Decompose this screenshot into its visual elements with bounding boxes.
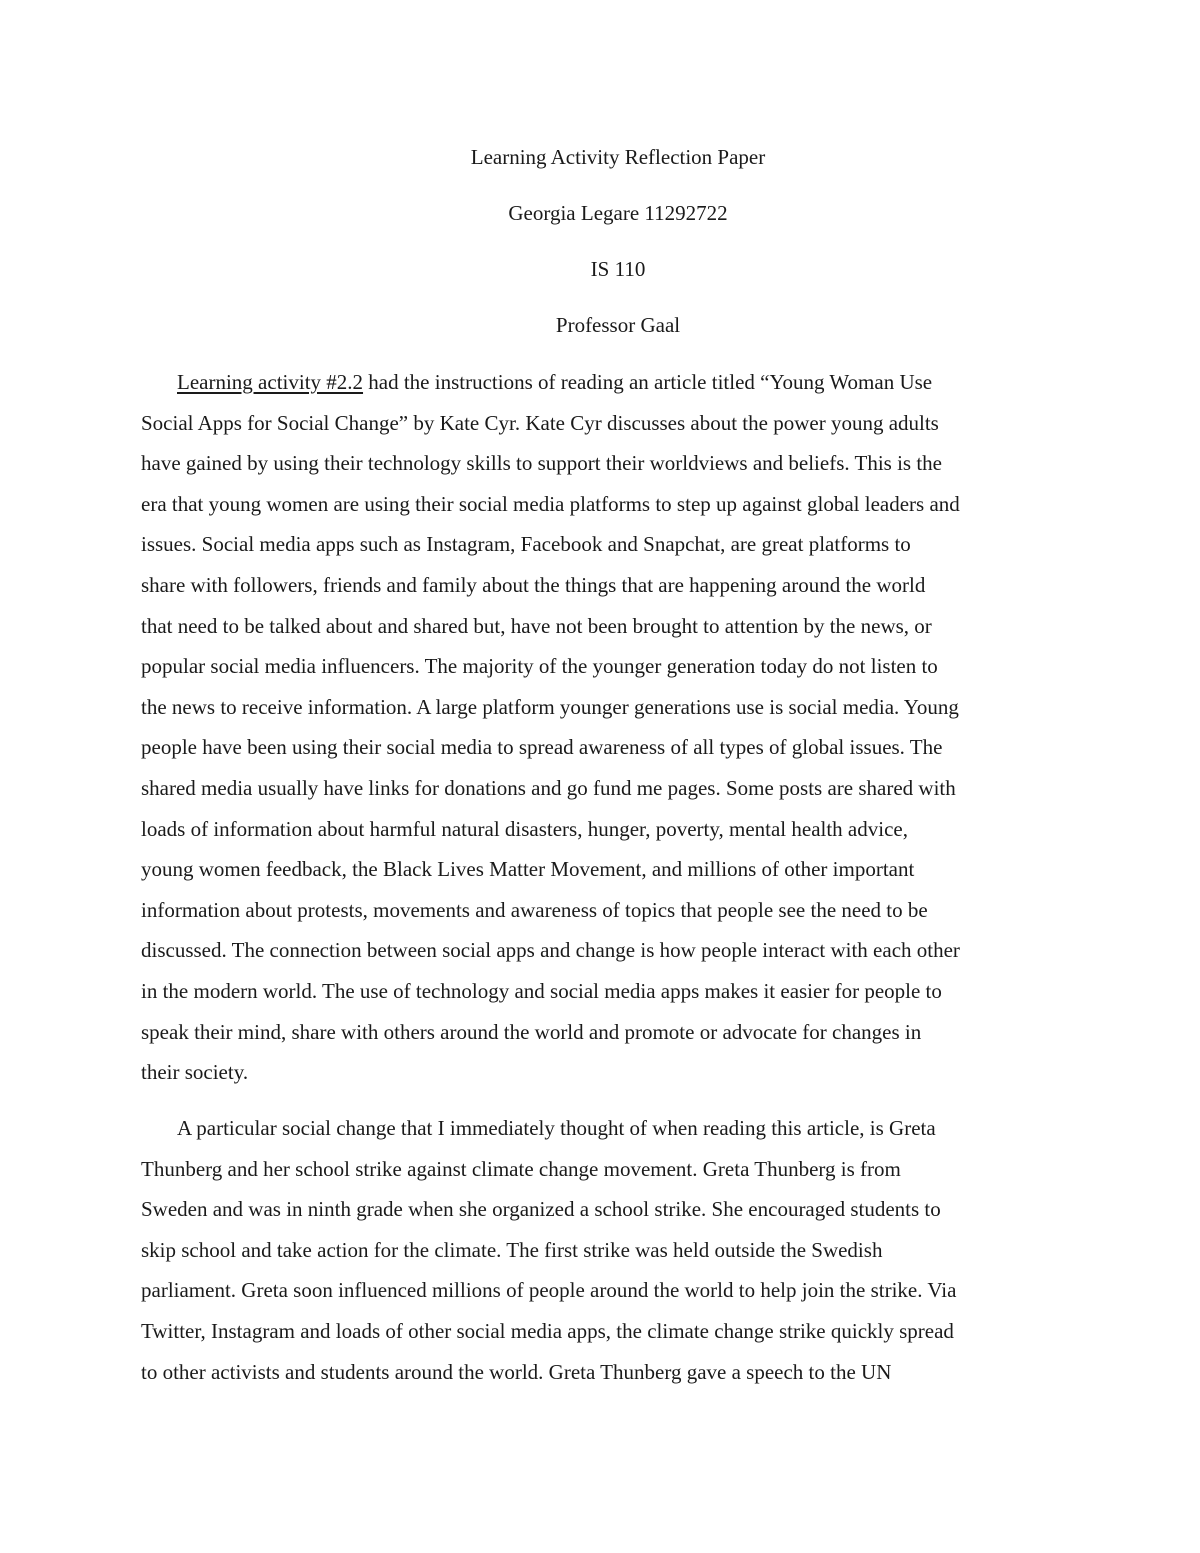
paragraph-line: popular social media influencers. The majority of the younger generation today do not listen to <box>141 654 938 679</box>
paragraph-line: in the modern world. The use of technology and social media apps makes it easier for people to <box>141 978 942 1003</box>
paragraph-line: that need to be talked about and shared but, have not been brought to attention by the news, or <box>141 613 932 638</box>
paragraph-line: have gained by using their technology skills to support their worldviews and beliefs. This is the <box>141 451 942 476</box>
paragraph-line: young women feedback, the Black Lives Matter Movement, and millions of other important <box>141 857 915 882</box>
paragraph-line: A particular social change that I immediately thought of when reading this article, is Greta <box>177 1116 936 1140</box>
paragraph-line: to other activists and students around the world. Greta Thunberg gave a speech to the UN <box>141 1359 892 1384</box>
paragraph-line: shared media usually have links for donations and go fund me pages. Some posts are shared with <box>141 775 956 800</box>
professor-line: Professor Gaal <box>555 313 681 337</box>
paragraph-line: discussed. The connection between social apps and change is how people interact with each other <box>141 938 960 963</box>
paragraph-line: Twitter, Instagram and loads of other social media apps, the climate change strike quickly spread <box>141 1318 954 1343</box>
paragraph-line: Social Apps for Social Change” by Kate Cyr. Kate Cyr discusses about the power young adults <box>141 410 939 435</box>
paragraph-line: parliament. Greta soon influenced millions of people around the world to help join the strike. Via <box>141 1278 957 1303</box>
paragraph-line: people have been using their social media to spread awareness of all types of global issues. The <box>141 735 943 760</box>
paragraph-line: loads of information about harmful natural disasters, hunger, poverty, mental health advice, <box>141 816 908 841</box>
paper-title: Learning Activity Reflection Paper <box>470 145 766 169</box>
paragraph-line: skip school and take action for the climate. The first strike was held outside the Swedish <box>141 1237 883 1262</box>
paragraph-line: Learning activity #2.2 had the instructions of reading an article titled “Young Woman Use <box>177 370 933 394</box>
paragraph-2 <box>141 1114 1071 1398</box>
paragraph-line: issues. Social media apps such as Instagram, Facebook and Snapchat, are great platforms to <box>141 532 911 557</box>
activity-reference: Learning activity #2.2 <box>177 370 364 394</box>
paragraph-1 <box>141 368 1071 1099</box>
paragraph-line: the news to receive information. A large platform younger generations use is social media. Young <box>141 694 959 719</box>
paragraph-line: information about protests, movements and awareness of topics that people see the need to be <box>141 897 928 922</box>
course-line: IS 110 <box>590 257 646 281</box>
paragraph-line: speak their mind, share with others around the world and promote or advocate for changes in <box>141 1019 922 1044</box>
paragraph-line: Sweden and was in ninth grade when she organized a school strike. She encouraged students to <box>141 1197 941 1222</box>
paragraph-line: their society. <box>141 1060 249 1085</box>
paragraph-line: era that young women are using their social media platforms to step up against global leaders and <box>141 491 960 516</box>
paragraph-line: share with followers, friends and family about the things that are happening around the world <box>141 572 926 597</box>
author-line: Georgia Legare 11292722 <box>508 201 728 225</box>
paragraph-line: Thunberg and her school strike against climate change movement. Greta Thunberg is from <box>141 1156 901 1181</box>
